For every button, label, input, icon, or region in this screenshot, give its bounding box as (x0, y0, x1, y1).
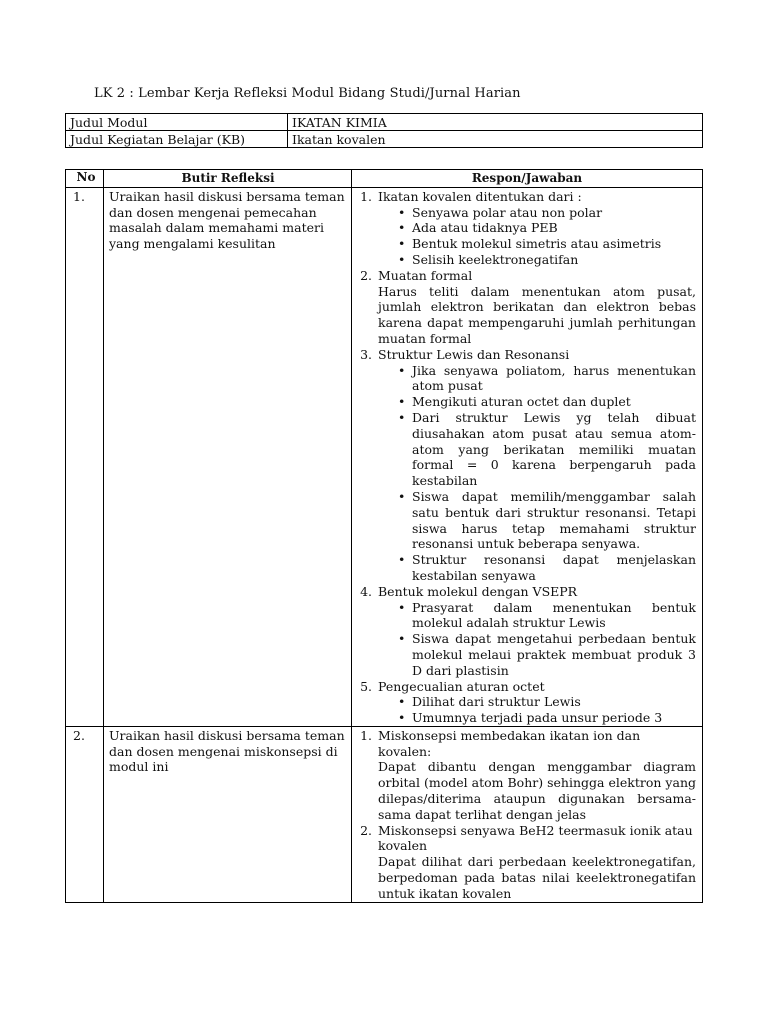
response-item-text: Harus teliti dalam menentukan atom pusat, jumlah elektron berikatan dan elektron bebas karena dapat mempengaruhi jumlah perhitungan muatan formal (378, 283, 696, 346)
response-cell (352, 187, 703, 726)
reflection-table (65, 169, 703, 903)
response-item (376, 823, 696, 902)
bullet-list (378, 205, 696, 268)
response-item-title: Miskonsepsi senyawa BeH2 teermasuk ionik atau kovalen (378, 822, 693, 854)
response-item (376, 189, 696, 268)
response-item-title: Struktur Lewis dan Resonansi (378, 346, 570, 362)
response-item-title: Pengecualian aturan octet (378, 678, 545, 694)
response-item-title: Bentuk molekul dengan VSEPR (378, 583, 578, 599)
info-label: Judul Modul (66, 114, 288, 131)
response-item (376, 679, 696, 726)
bullet-item: • Senyawa polar atau non polar (398, 205, 696, 221)
bullet-item: • Bentuk molekul simetris atau asimetris (398, 236, 696, 252)
column-header-no: No (66, 170, 104, 188)
bullet-item: • Dari struktur Lewis yg telah dibuat diusahakan atom pusat atau semua atom-atom yang berikatan memiliki muatan formal = 0 karena berpengaruh pada kestabilan (398, 410, 696, 489)
bullet-list (378, 600, 696, 679)
column-header-butir: Butir Refleksi (104, 170, 352, 188)
info-value: Ikatan kovalen (288, 131, 703, 148)
info-value: IKATAN KIMIA (288, 114, 703, 131)
module-info-table (65, 113, 703, 148)
bullet-item: • Siswa dapat memilih/menggambar salah satu bentuk dari struktur resonansi. Tetapi siswa harus tetap memahami struktur resonansi untuk beberapa senyawa. (398, 489, 696, 552)
bullet-item: • Selisih keelektronegatifan (398, 252, 696, 268)
response-cell (352, 726, 703, 902)
response-list (358, 189, 696, 726)
bullet-item: • Dilihat dari struktur Lewis (398, 694, 696, 710)
response-item (376, 268, 696, 347)
bullet-item: • Struktur resonansi dapat menjelaskan kestabilan senyawa (398, 552, 696, 584)
bullet-item: • Mengikuti aturan octet dan duplet (398, 394, 696, 410)
table-row (66, 187, 703, 726)
bullet-item: • Jika senyawa poliatom, harus menentukan atom pusat (398, 363, 696, 395)
row-number: 2. (66, 726, 104, 902)
table-header-row (66, 170, 703, 188)
bullet-list (378, 694, 696, 726)
reflection-question-text: Uraikan hasil diskusi bersama teman dan dosen mengenai miskonsepsi di modul ini (109, 727, 345, 775)
column-header-respon: Respon/Jawaban (352, 170, 703, 188)
bullet-item: • Siswa dapat mengetahui perbedaan bentuk molekul melaui praktek membuat produk 3 D dari plastisin (398, 631, 696, 678)
response-item (376, 584, 696, 679)
row-number: 1. (66, 187, 104, 726)
reflection-question (104, 726, 352, 902)
reflection-question-text: Uraikan hasil diskusi bersama teman dan dosen mengenai pemecahan masalah dalam memahami materi yang mengalami kesulitan (109, 188, 345, 252)
response-list (358, 728, 696, 902)
bullet-item: • Umumnya terjadi pada unsur periode 3 (398, 710, 696, 726)
info-row (66, 114, 703, 131)
reflection-question (104, 187, 352, 726)
page-title: LK 2 : Lembar Kerja Refleksi Modul Bidang Studi/Jurnal Harian (94, 86, 521, 101)
table-row (66, 726, 703, 902)
response-item-text: Dapat dilihat dari perbedaan keelektronegatifan, berpedoman pada batas nilai keelektronegatifan untuk ikatan kovalen (378, 854, 696, 901)
bullet-item: • Prasyarat dalam menentukan bentuk molekul adalah struktur Lewis (398, 600, 696, 632)
response-item-title: Ikatan kovalen ditentukan dari : (378, 188, 582, 204)
bullet-list (378, 363, 696, 584)
response-item-text: Dapat dibantu dengan menggambar diagram orbital (model atom Bohr) sehingga elektron yang dilepas/diterima ataupun digunakan bersama-sama dapat terlihat dengan jelas (378, 759, 696, 822)
response-item-title: Muatan formal (378, 267, 473, 283)
response-item (376, 728, 696, 823)
bullet-item: • Ada atau tidaknya PEB (398, 220, 696, 236)
info-label: Judul Kegiatan Belajar (KB) (66, 131, 288, 148)
info-row (66, 131, 703, 148)
response-item (376, 347, 696, 584)
response-item-title: Miskonsepsi membedakan ikatan ion dan kovalen: (378, 727, 641, 759)
